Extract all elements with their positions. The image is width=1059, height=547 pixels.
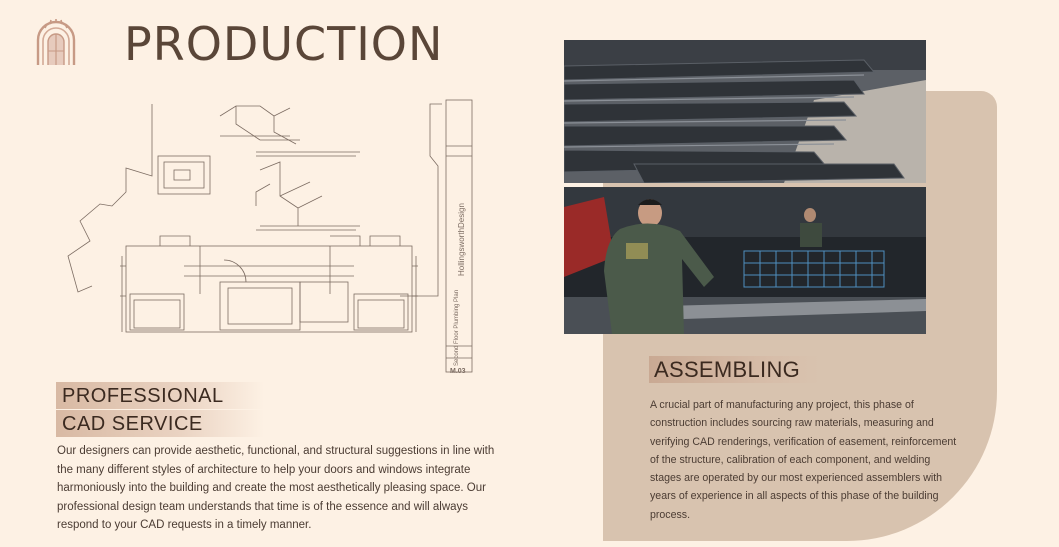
welder-worker-photo	[564, 187, 926, 334]
blueprint-plan-label: Second Floor Plumbing Plan	[454, 289, 460, 366]
page-title: PRODUCTION	[124, 17, 444, 71]
cad-blueprint-drawing	[60, 96, 480, 378]
cad-description: Our designers can provide aesthetic, functional, and structural suggestions in line with the many different styles of architecture to help your doors and windows integrate harmoniously into the building and create the most aesthetically pleasing space. Our professional design team understands that time is of the essence and will always respond to your CAD requests in a timely manner.	[57, 445, 495, 532]
cad-heading-line-1: PROFESSIONAL	[56, 382, 264, 409]
cad-heading-line-2: CAD SERVICE	[56, 410, 264, 437]
blueprint-sheet-number: M.03	[450, 368, 466, 375]
steel-plates-photo	[564, 40, 926, 183]
assembling-heading: ASSEMBLING	[649, 356, 820, 383]
assembling-description: A crucial part of manufacturing any project, this phase of construction includes sourcing raw materials, measuring and verifying CAD renderings, verification of easement, reinforcement of the structure, calibration of each component, and welding stages are operated by our most experienced assemblers with years of experience in all aspects of this phase of the building process.	[650, 399, 957, 521]
arched-window-logo-icon	[36, 18, 76, 66]
blueprint-firm-label: HollingsworthDesign	[457, 203, 466, 276]
